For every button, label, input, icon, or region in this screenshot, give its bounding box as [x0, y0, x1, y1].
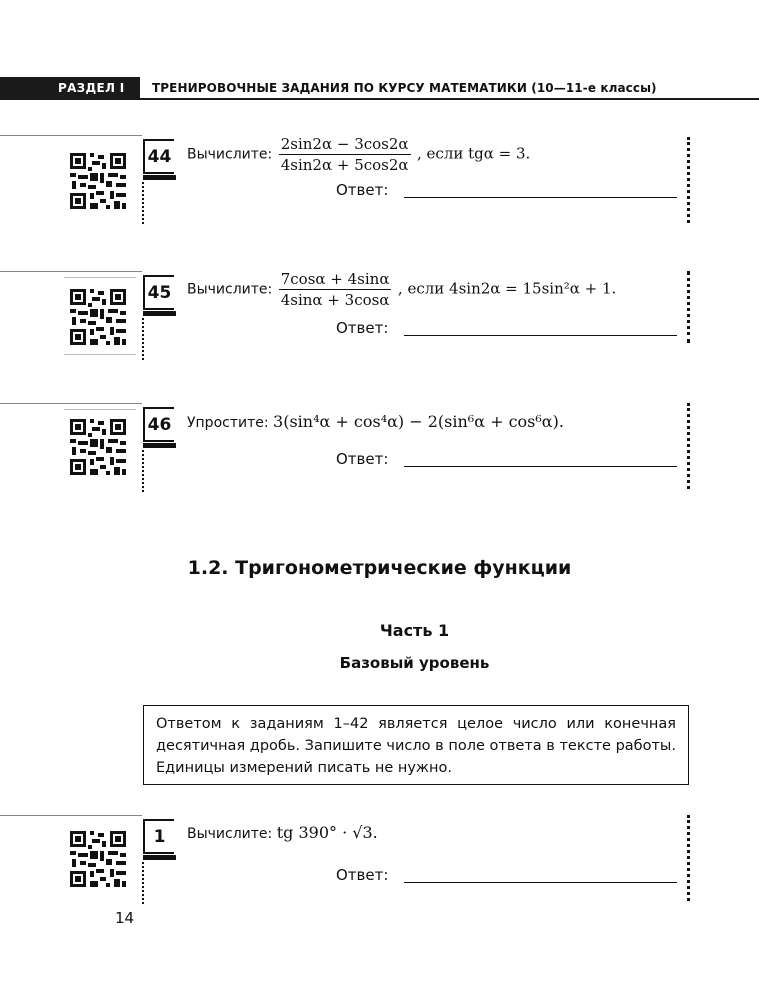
- task-condition: , если tgα = 3.: [417, 144, 531, 163]
- answer-label: Ответ:: [336, 319, 389, 337]
- fraction: [279, 135, 411, 174]
- task-question: [187, 270, 616, 309]
- fraction-denominator: 4sinα + 3cosα: [280, 291, 390, 309]
- task-condition: , если 4sin2α = 15sin²α + 1.: [397, 279, 617, 298]
- qr-frame-line: [64, 277, 136, 278]
- task-number: 44: [143, 139, 174, 174]
- right-dotted-line: [687, 815, 690, 901]
- task-1: [0, 815, 759, 905]
- task-44: [0, 135, 759, 225]
- task-question: [187, 823, 378, 842]
- task-number: 45: [143, 275, 174, 310]
- answer-field[interactable]: [404, 466, 677, 467]
- task-45: [0, 271, 759, 361]
- page-number: 14: [115, 909, 135, 927]
- task-expression: tg 390° · √3.: [276, 823, 378, 842]
- left-dotted-line: [142, 450, 144, 492]
- level-title: Базовый уровень: [339, 654, 490, 672]
- task-number: 1: [143, 819, 174, 854]
- fraction-numerator: 2sin2α − 3cos2α: [280, 135, 409, 153]
- task-prompt: Вычислите:: [187, 281, 273, 298]
- answer-label: Ответ:: [336, 866, 389, 884]
- header-title: ТРЕНИРОВОЧНЫЕ ЗАДАНИЯ ПО КУРСУ МАТЕМАТИКИ (10—11-е классы): [152, 81, 657, 95]
- answer-label: Ответ:: [336, 181, 389, 199]
- fraction-numerator: 7cosα + 4sinα: [280, 270, 390, 288]
- fraction-denominator: 4sin2α + 5cos2α: [280, 156, 409, 174]
- task-expression: 3(sin⁴α + cos⁴α) − 2(sin⁶α + cos⁶α).: [273, 412, 564, 431]
- instruction-note: Ответом к заданиям 1–42 является целое число или конечная десятичная дробь. Запишите число в поле ответа в тексте работы. Единицы измерений писать не нужно.: [143, 705, 689, 785]
- right-dotted-line: [687, 403, 690, 489]
- fraction: [279, 270, 392, 309]
- header-rule: [0, 98, 759, 100]
- section-label: РАЗДЕЛ I: [0, 77, 140, 99]
- part-title: Часть 1: [379, 621, 450, 640]
- section-title: 1.2. Тригонометрические функции: [187, 557, 572, 579]
- left-dotted-line: [142, 318, 144, 360]
- qr-code-icon: [70, 419, 126, 475]
- qr-frame-line: [64, 409, 136, 410]
- task-top-line: [0, 815, 142, 816]
- task-46: [0, 403, 759, 493]
- task-prompt: Упростите:: [187, 415, 269, 431]
- qr-code-icon: [70, 289, 126, 345]
- page-header: [0, 77, 759, 101]
- answer-field[interactable]: [404, 882, 677, 883]
- right-dotted-line: [687, 271, 690, 343]
- answer-label: Ответ:: [336, 450, 389, 468]
- qr-code-icon: [70, 831, 126, 887]
- qr-frame-line: [64, 354, 136, 355]
- task-question: [187, 135, 530, 174]
- right-dotted-line: [687, 137, 690, 223]
- task-prompt: Вычислите:: [187, 146, 273, 163]
- task-question: [187, 412, 564, 431]
- left-dotted-line: [142, 862, 144, 904]
- answer-field[interactable]: [404, 335, 677, 336]
- task-top-line: [0, 135, 142, 136]
- task-prompt: Вычислите:: [187, 826, 273, 842]
- left-dotted-line: [142, 182, 144, 224]
- task-top-line: [0, 271, 142, 272]
- task-top-line: [0, 403, 142, 404]
- qr-code-icon: [70, 153, 126, 209]
- task-number: 46: [143, 407, 174, 442]
- answer-field[interactable]: [404, 197, 677, 198]
